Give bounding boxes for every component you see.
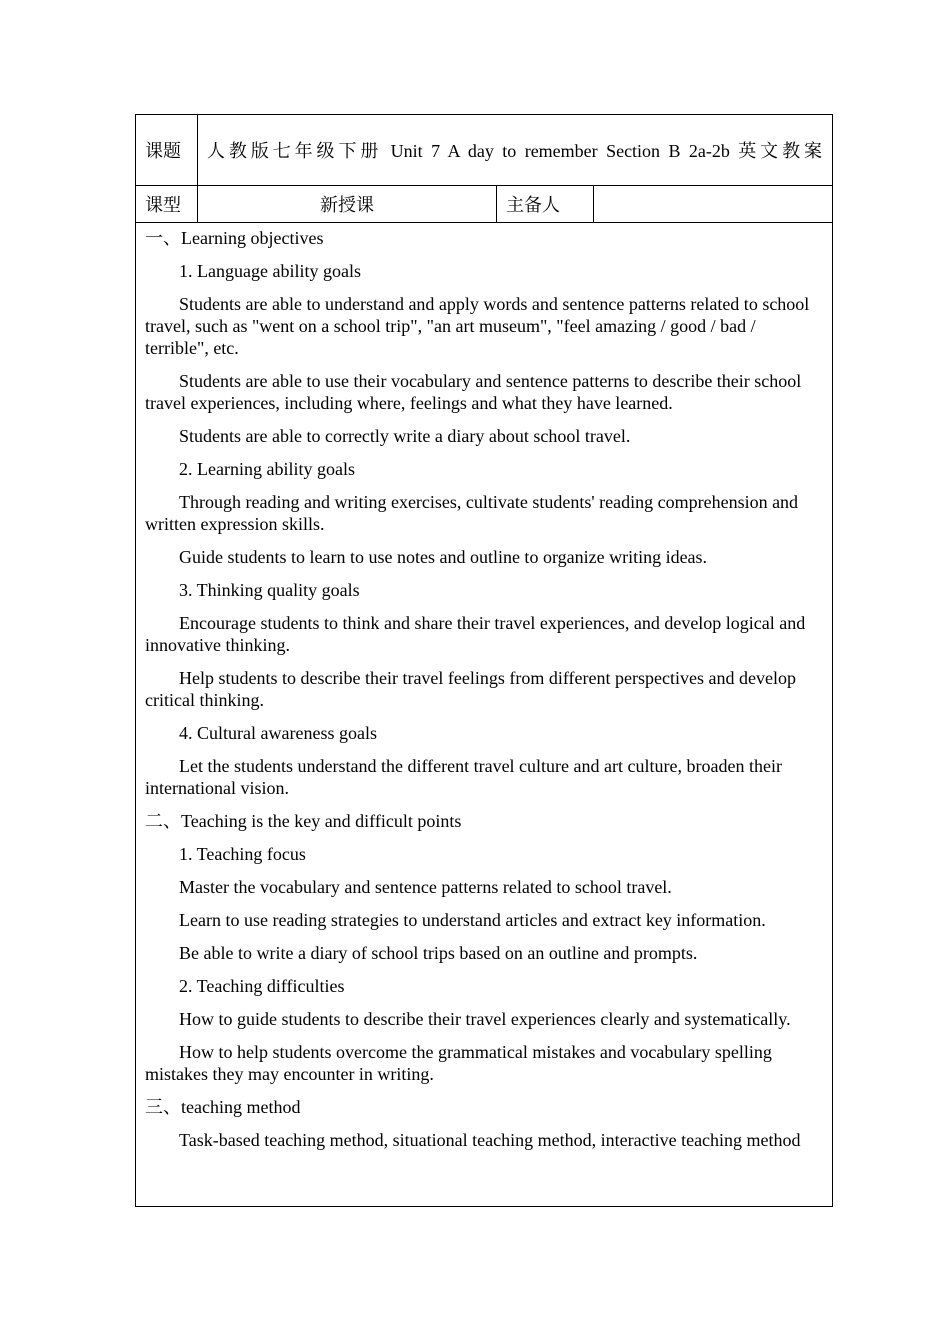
type-row xyxy=(136,186,832,223)
paragraph: Be able to write a diary of school trips based on an outline and prompts. xyxy=(179,943,698,963)
topic-value-cell xyxy=(198,115,832,185)
paragraph: How to guide students to describe their travel experiences clearly and systematically. xyxy=(179,1009,791,1029)
paragraph: Help students to describe their travel feelings from different perspectives and develop critical thinking. xyxy=(145,668,796,710)
content-cell xyxy=(136,223,832,1206)
paragraph: Encourage students to think and share their travel experiences, and develop logical and innovative thinking. xyxy=(145,613,806,655)
topic-value: 人教版七年级下册 Unit 7 A day to remember Section B 2a-2b 英文教案 xyxy=(207,141,822,161)
paragraph: How to help students overcome the grammatical mistakes and vocabulary spelling mistakes they may encounter in writing. xyxy=(145,1042,772,1084)
subheading: 4. Cultural awareness goals xyxy=(179,723,377,743)
preparer-label: 主备人 xyxy=(497,186,594,222)
subheading: 1. Teaching focus xyxy=(179,844,306,864)
subheading: 1. Language ability goals xyxy=(179,261,361,281)
subheading: 2. Teaching difficulties xyxy=(179,976,345,996)
paragraph: Task-based teaching method, situational teaching method, interactive teaching method xyxy=(179,1130,801,1150)
type-value: 新授课 xyxy=(198,186,497,222)
section-heading: 三、teaching method xyxy=(145,1097,301,1117)
section-heading: 二、Teaching is the key and difficult points xyxy=(145,811,462,831)
paragraph: Students are able to use their vocabulary and sentence patterns to describe their school travel experiences, including where, feelings and what they have learned. xyxy=(145,371,802,413)
paragraph: Let the students understand the different travel culture and art culture, broaden their international vision. xyxy=(145,756,782,798)
paragraph: Learn to use reading strategies to understand articles and extract key information. xyxy=(179,910,766,930)
lesson-plan-table xyxy=(135,114,833,1207)
paragraph: Guide students to learn to use notes and outline to organize writing ideas. xyxy=(179,547,708,567)
topic-row xyxy=(136,115,832,186)
subheading: 2. Learning ability goals xyxy=(179,459,355,479)
preparer-value xyxy=(594,186,832,222)
topic-label: 课题 xyxy=(136,115,198,185)
subheading: 3. Thinking quality goals xyxy=(179,580,360,600)
paragraph: Through reading and writing exercises, cultivate students' reading comprehension and written expression skills. xyxy=(145,492,799,534)
paragraph: Master the vocabulary and sentence patterns related to school travel. xyxy=(179,877,672,897)
paragraph: Students are able to correctly write a diary about school travel. xyxy=(179,426,631,446)
paragraph: Students are able to understand and apply words and sentence patterns related to school travel, such as "went on a school trip", "an art museum", "feel amazing / good / bad / terrible", etc. xyxy=(145,294,810,358)
section-heading: 一、Learning objectives xyxy=(145,228,324,248)
type-label: 课型 xyxy=(136,186,198,222)
